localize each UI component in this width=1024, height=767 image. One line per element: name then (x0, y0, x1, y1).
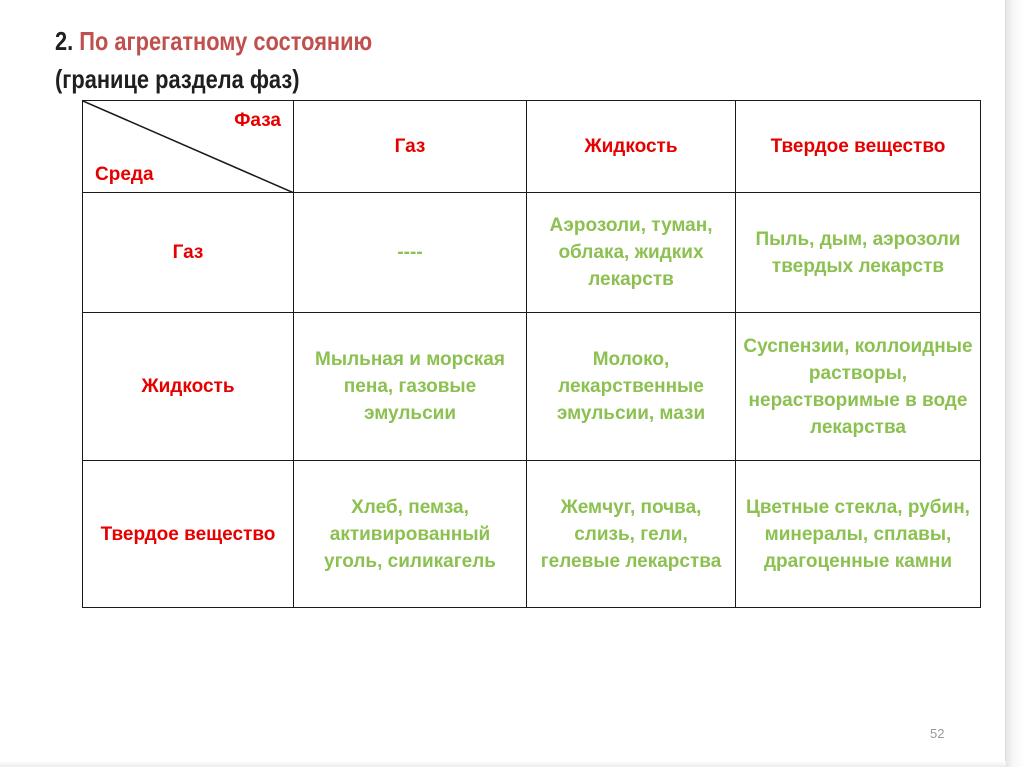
table-row (83, 193, 981, 313)
title-subtitle: (границе раздела фаз) (55, 64, 300, 94)
slide-right-edge (1005, 0, 1024, 767)
corner-cell (83, 101, 294, 193)
slide-title (55, 22, 372, 98)
table-cell: Аэрозоли, туман, облака, жидких лекарств (527, 193, 736, 313)
table-row (83, 313, 981, 461)
table-cell: Суспензии, коллоидные растворы, нерастворимые в воде лекарства (736, 313, 981, 461)
classification-table (82, 100, 981, 608)
table-row (83, 461, 981, 608)
column-header-gas: Газ (294, 101, 527, 193)
table-header-row (83, 101, 981, 193)
table-cell: ---- (294, 193, 527, 313)
title-number: 2. (55, 26, 74, 56)
table-cell: Жемчуг, почва, слизь, гели, гелевые лекарства (527, 461, 736, 608)
table-cell: Хлеб, пемза, активированный уголь, силикагель (294, 461, 527, 608)
table-cell: Пыль, дым, аэрозоли твердых лекарств (736, 193, 981, 313)
table-cell: Молоко, лекарственные эмульсии, мази (527, 313, 736, 461)
column-header-liquid: Жидкость (527, 101, 736, 193)
column-header-solid: Твердое вещество (736, 101, 981, 193)
title-main: По агрегатному состоянию (73, 26, 373, 56)
slide-bottom-edge (0, 761, 1006, 767)
corner-medium-label: Среда (95, 164, 154, 185)
row-header-liquid: Жидкость (83, 313, 294, 461)
row-header-gas: Газ (83, 193, 294, 313)
table-cell: Цветные стекла, рубин, минералы, сплавы, драгоценные камни (736, 461, 981, 608)
corner-phase-label: Фаза (234, 110, 281, 131)
table-cell: Мыльная и морская пена, газовые эмульсии (294, 313, 527, 461)
page-number: 52 (930, 726, 945, 741)
row-header-solid: Твердое вещество (83, 461, 294, 608)
